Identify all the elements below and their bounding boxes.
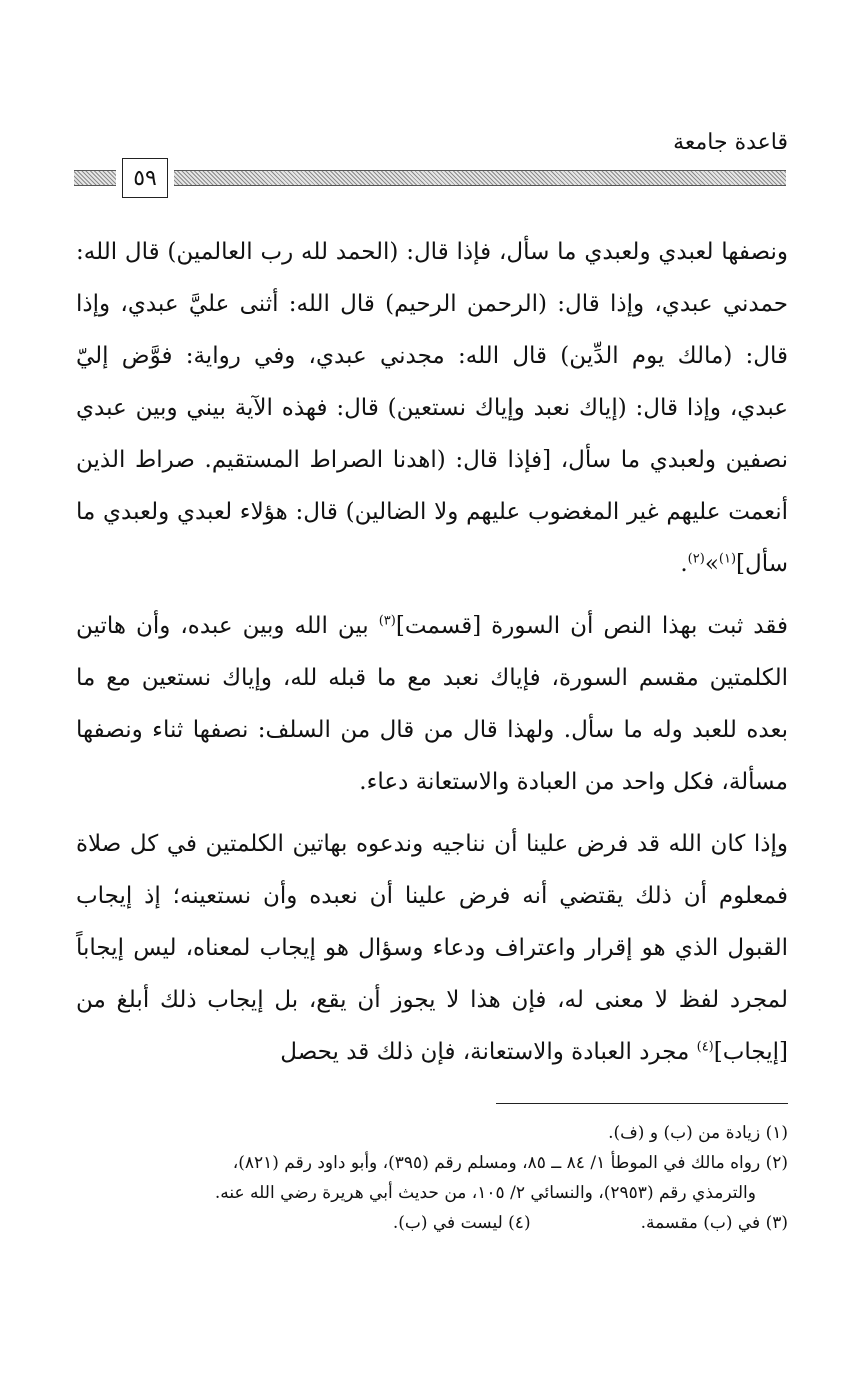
paragraph-text (76, 226, 788, 590)
page-number: ٥٩ (122, 158, 168, 198)
paragraph (76, 818, 788, 1078)
footnote-4: (٤) ليست في (ب). (392, 1213, 531, 1233)
running-title: قاعدة جامعة (673, 130, 788, 155)
paragraph (76, 226, 788, 590)
paragraph-text (76, 600, 788, 808)
text-run: بين الله وبين عبده، وأن هاتين الكلمتين مقسم السورة، فإياك نعبد مع ما قبله لله، وإياك نستعين مع ما بعده للعبد وله ما سأل. ولهذا قال من قال من السلف: نصفها ثناء ونصفها مسألة، فكل واحد من العبادة والاستعانة دعاء. (76, 613, 788, 795)
text-run: مجرد العبادة والاستعانة، فإن ذلك قد يحصل (280, 1039, 697, 1065)
footnote-row (76, 1208, 788, 1238)
text-run: وإذا كان الله قد فرض علينا أن نناجيه وندعوه بهاتين الكلمتين في كل صلاة فمعلوم أن ذلك يقتضي أنه فرض علينا أن نعبده وأن نستعينه؛ إذ إيجاب القبول الذي هو إقرار واعتراف ودعاء وسؤال هو إيجاب لمعناه، ليس إيجاباً لمجرد لفظ لا معنى له، فإن هذا لا يجوز أن يقع، بل إيجاب ذلك أبلغ من [إيجاب] (76, 831, 788, 1065)
paragraph (76, 600, 788, 808)
footnote-separator (496, 1103, 788, 1104)
footnote-3: (٣) في (ب) مقسمة. (640, 1213, 788, 1233)
footnote-2-continuation: والترمذي رقم (٢٩٥٣)، والنسائي ٢/ ١٠٥، من حديث أبي هريرة رضي الله عنه. (214, 1183, 756, 1203)
paragraph-text (76, 818, 788, 1078)
header-ornament-rule (74, 170, 116, 186)
header-ornament-rule (174, 170, 786, 186)
text-run: . (680, 551, 688, 577)
text-run: ونصفها لعبدي ولعبدي ما سأل، فإذا قال: (الحمد لله رب العالمين) قال الله: حمدني عبدي، وإذا قال: (الرحمن الرحيم) قال الله: أثنى عليَّ عبدي، وإذا قال: (مالك يوم الدِّين) قال الله: مجدني عبدي، وفي رواية: فوَّض إليّ عبدي، وإذا قال: (إياك نعبد وإياك نستعين) قال: فهذه الآية بيني وبين عبدي نصفين ولعبدي ما سأل، [فإذا قال: (اهدنا الصراط المستقيم. صراط الذين أنعمت عليهم غير المغضوب عليهم ولا الضالين) قال: هؤلاء لعبدي ولعبدي ما سأل] (76, 239, 788, 577)
footnote-2: (٢) رواه مالك في الموطأ ١/ ٨٤ ــ ٨٥، ومسلم رقم (٣٩٥)، وأبو داود رقم (٨٢١)، (232, 1153, 788, 1173)
footnote-1: (١) زيادة من (ب) و (ف). (608, 1123, 788, 1143)
footnote-ref: (٢) (687, 551, 705, 567)
footnote-ref: (٤) (696, 1039, 714, 1055)
footnote-ref: (٣) (378, 613, 396, 629)
footnotes (76, 1118, 788, 1238)
text-run: فقد ثبت بهذا النص أن السورة [قسمت] (395, 613, 788, 639)
footnote-ref: (١) (718, 551, 737, 567)
text-run: » (704, 551, 719, 577)
